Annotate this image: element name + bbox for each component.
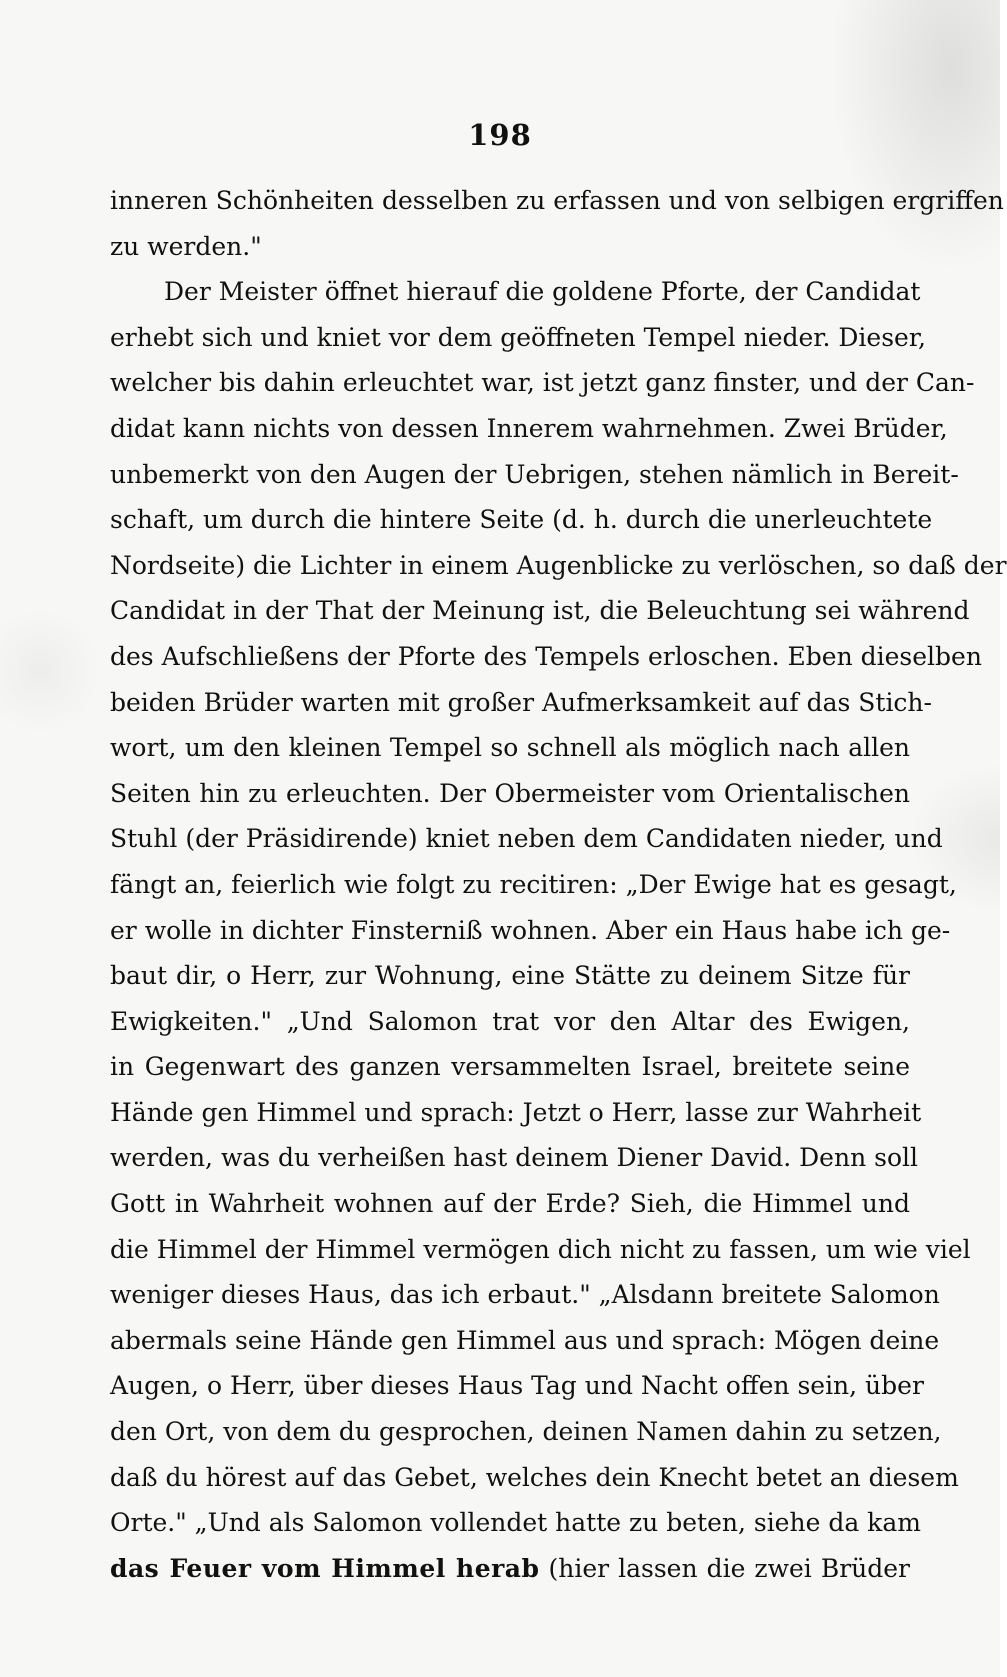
text-line: abermals seine Hände gen Himmel aus und sprach: Mögen deine	[110, 1325, 940, 1355]
text-line: baut dir, o Herr, zur Wohnung, eine Stätte zu deinem Sitze für	[110, 961, 910, 991]
text-line: Gott in Wahrheit wohnen auf der Erde? Sieh, die Himmel und	[110, 1189, 910, 1219]
text-line-rest: (hier lassen die zwei Brüder	[539, 1553, 910, 1583]
text-line: die Himmel der Himmel vermögen dich nicht zu fassen, um wie viel	[110, 1234, 971, 1264]
text-line: didat kann nichts von dessen Innerem wahrnehmen. Zwei Brüder,	[110, 413, 948, 443]
text-line: erhebt sich und kniet vor dem geöffneten Tempel nieder. Dieser,	[110, 322, 926, 352]
text-line: Ewigkeiten." „Und Salomon trat vor den Altar des Ewigen,	[110, 1006, 910, 1036]
text-line: daß du hörest auf das Gebet, welches dein Knecht betet an diesem	[110, 1462, 959, 1492]
text-line: er wolle in dichter Finsterniß wohnen. Aber ein Haus habe ich ge-	[110, 915, 951, 945]
text-line: welcher bis dahin erleuchtet war, ist jetzt ganz finster, und der Can-	[110, 368, 975, 398]
text-line: in Gegenwart des ganzen versammelten Israel, breitete seine	[110, 1052, 910, 1082]
text-line: werden, was du verheißen hast deinem Diener David. Denn soll	[110, 1143, 918, 1173]
page-number: 198	[468, 118, 532, 152]
text-line-last	[110, 1546, 910, 1592]
text-line: zu werden."	[110, 231, 262, 261]
text-line: fängt an, feierlich wie folgt zu recitiren: „Der Ewige hat es gesagt,	[110, 869, 957, 899]
text-line: Seiten hin zu erleuchten. Der Obermeister vom Orientalischen	[110, 778, 910, 808]
text-line: beiden Brüder warten mit großer Aufmerksamkeit auf das Stich-	[110, 687, 932, 717]
text-line: Hände gen Himmel und sprach: Jetzt o Herr, lasse zur Wahrheit	[110, 1097, 922, 1127]
text-line: wort, um den kleinen Tempel so schnell als möglich nach allen	[110, 733, 910, 763]
text-line: Nordseite) die Lichter in einem Augenblicke zu verlöschen, so daß der	[110, 550, 1007, 580]
text-line: Stuhl (der Präsidirende) kniet neben dem Candidaten nieder, und	[110, 824, 943, 854]
text-line: den Ort, von dem du gesprochen, deinen Namen dahin zu setzen,	[110, 1417, 942, 1447]
text-line: inneren Schönheiten desselben zu erfassen und von selbigen ergriffen	[110, 186, 1004, 215]
text-line: Candidat in der That der Meinung ist, die Beleuchtung sei während	[110, 596, 970, 626]
page-body-text	[110, 178, 1007, 1591]
text-line: Augen, o Herr, über dieses Haus Tag und Nacht offen sein, über	[110, 1371, 924, 1401]
bold-emphasis: das Feuer vom Himmel herab	[110, 1553, 540, 1583]
text-line: schaft, um durch die hintere Seite (d. h. durch die unerleuchtete	[110, 505, 933, 535]
text-line: unbemerkt von den Augen der Uebrigen, stehen nämlich in Bereit-	[110, 459, 959, 489]
text-line: Der Meister öffnet hierauf die goldene Pforte, der Candidat	[164, 277, 921, 307]
text-line: des Aufschließens der Pforte des Tempels erloschen. Eben dieselben	[110, 641, 982, 671]
text-line: weniger dieses Haus, das ich erbaut." „Alsdann breitete Salomon	[110, 1280, 940, 1310]
text-line: Orte." „Und als Salomon vollendet hatte zu beten, siehe da kam	[110, 1508, 921, 1538]
